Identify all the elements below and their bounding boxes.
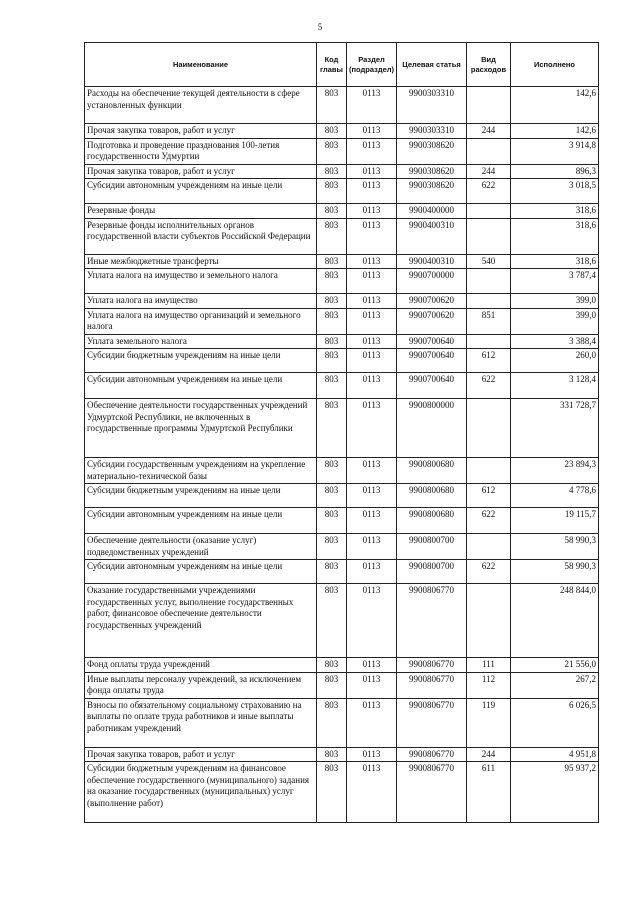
cell-type: [467, 294, 511, 309]
cell-type: [467, 584, 511, 658]
cell-name: Субсидии бюджетным учреждениям на финансовое обеспечение государственного (муниципального) задания на оказание государственных (муниципальных) услуг (выполнение работ): [85, 762, 317, 823]
cell-target: 9900806770: [397, 762, 467, 823]
cell-amount: 267,2: [511, 672, 599, 698]
page-number: 5: [317, 22, 323, 32]
cell-type: 622: [467, 508, 511, 534]
cell-amount: 318,6: [511, 254, 599, 269]
cell-code: 803: [317, 204, 347, 219]
cell-section: 0113: [347, 218, 397, 254]
cell-amount: 95 937,2: [511, 762, 599, 823]
cell-code: 803: [317, 164, 347, 179]
cell-amount: 19 115,7: [511, 508, 599, 534]
cell-code: 803: [317, 484, 347, 508]
cell-target: 9900806770: [397, 698, 467, 747]
cell-target: 9900700620: [397, 294, 467, 309]
cell-type: 622: [467, 373, 511, 399]
cell-section: 0113: [347, 672, 397, 698]
cell-type: [467, 138, 511, 164]
table-row: [85, 560, 599, 584]
table-row: [85, 658, 599, 673]
cell-target: 9900800680: [397, 508, 467, 534]
table-row: [85, 584, 599, 658]
cell-name: Фонд оплаты труда учреждений: [85, 658, 317, 673]
cell-type: 612: [467, 484, 511, 508]
cell-name: Уплата земельного налога: [85, 334, 317, 349]
cell-code: 803: [317, 138, 347, 164]
cell-name: Взносы по обязательному социальному страхованию на выплаты по оплате труда работников и иные выплаты работникам учреждений: [85, 698, 317, 747]
table-row: [85, 484, 599, 508]
cell-name: Субсидии автономным учреждениям на иные цели: [85, 179, 317, 204]
cell-type: [467, 204, 511, 219]
cell-target: 9900806770: [397, 658, 467, 673]
cell-section: 0113: [347, 534, 397, 560]
table-row: [85, 698, 599, 747]
cell-code: 803: [317, 124, 347, 139]
cell-target: 9900400310: [397, 254, 467, 269]
table-row: [85, 294, 599, 309]
cell-target: 9900800700: [397, 560, 467, 584]
table-row: [85, 218, 599, 254]
cell-section: 0113: [347, 762, 397, 823]
cell-type: [467, 458, 511, 484]
cell-amount: 3 787,4: [511, 269, 599, 294]
cell-name: Уплата налога на имущество организаций и земельного налога: [85, 308, 317, 334]
cell-amount: 3 128,4: [511, 373, 599, 399]
cell-code: 803: [317, 534, 347, 560]
cell-section: 0113: [347, 399, 397, 458]
cell-code: 803: [317, 373, 347, 399]
cell-type: [467, 87, 511, 124]
cell-section: 0113: [347, 458, 397, 484]
cell-type: [467, 269, 511, 294]
cell-name: Обеспечение деятельности государственных учреждений Удмуртской Республики, не включенных в государственные программы Удмуртской Республики: [85, 399, 317, 458]
cell-name: Резервные фонды: [85, 204, 317, 219]
cell-section: 0113: [347, 254, 397, 269]
cell-target: 9900800680: [397, 484, 467, 508]
cell-section: 0113: [347, 658, 397, 673]
cell-section: 0113: [347, 164, 397, 179]
cell-code: 803: [317, 294, 347, 309]
cell-type: 622: [467, 560, 511, 584]
table-row: [85, 334, 599, 349]
table-row: [85, 534, 599, 560]
table-row: [85, 349, 599, 373]
header-target: Целевая статья: [397, 43, 467, 87]
table-row: [85, 308, 599, 334]
table-row: [85, 458, 599, 484]
cell-section: 0113: [347, 698, 397, 747]
table-header-row: [85, 43, 599, 87]
cell-code: 803: [317, 399, 347, 458]
cell-amount: 6 026,5: [511, 698, 599, 747]
cell-code: 803: [317, 762, 347, 823]
cell-name: Прочая закупка товаров, работ и услуг: [85, 124, 317, 139]
cell-target: 9900806770: [397, 584, 467, 658]
cell-name: Уплата налога на имущество и земельного налога: [85, 269, 317, 294]
cell-type: 851: [467, 308, 511, 334]
header-code: Код главы: [317, 43, 347, 87]
cell-section: 0113: [347, 484, 397, 508]
cell-name: Уплата налога на имущество: [85, 294, 317, 309]
cell-type: 119: [467, 698, 511, 747]
cell-name: Иные межбюджетные трансферты: [85, 254, 317, 269]
table-row: [85, 164, 599, 179]
table-row: [85, 747, 599, 762]
table-row: [85, 179, 599, 204]
cell-name: Иные выплаты персоналу учреждений, за исключением фонда оплаты труда: [85, 672, 317, 698]
cell-code: 803: [317, 349, 347, 373]
table-row: [85, 124, 599, 139]
cell-amount: 23 894,3: [511, 458, 599, 484]
cell-target: 9900308620: [397, 164, 467, 179]
cell-target: 9900700000: [397, 269, 467, 294]
cell-name: Субсидии бюджетным учреждениям на иные цели: [85, 349, 317, 373]
budget-table: [84, 42, 599, 823]
cell-target: 9900800000: [397, 399, 467, 458]
table-row: [85, 87, 599, 124]
cell-type: 111: [467, 658, 511, 673]
cell-amount: 3 018,5: [511, 179, 599, 204]
cell-type: [467, 534, 511, 560]
cell-target: 9900800700: [397, 534, 467, 560]
cell-section: 0113: [347, 560, 397, 584]
cell-name: Субсидии государственным учреждениям на укрепление материально-технической базы: [85, 458, 317, 484]
cell-code: 803: [317, 672, 347, 698]
table-row: [85, 138, 599, 164]
cell-section: 0113: [347, 87, 397, 124]
cell-code: 803: [317, 87, 347, 124]
cell-type: 244: [467, 747, 511, 762]
cell-amount: 331 728,7: [511, 399, 599, 458]
cell-target: 9900700620: [397, 308, 467, 334]
cell-amount: 896,3: [511, 164, 599, 179]
cell-amount: 248 844,0: [511, 584, 599, 658]
cell-name: Оказание государственными учреждениями государственных услуг, выполнение государственных работ, финансовое обеспечение деятельности государственных учреждений: [85, 584, 317, 658]
cell-section: 0113: [347, 124, 397, 139]
cell-amount: 3 914,8: [511, 138, 599, 164]
cell-amount: 58 990,3: [511, 534, 599, 560]
cell-code: 803: [317, 179, 347, 204]
cell-code: 803: [317, 747, 347, 762]
table-row: [85, 204, 599, 219]
table-row: [85, 269, 599, 294]
cell-amount: 58 990,3: [511, 560, 599, 584]
cell-type: 112: [467, 672, 511, 698]
cell-amount: 142,6: [511, 87, 599, 124]
cell-name: Прочая закупка товаров, работ и услуг: [85, 164, 317, 179]
cell-type: [467, 399, 511, 458]
cell-section: 0113: [347, 204, 397, 219]
cell-code: 803: [317, 698, 347, 747]
cell-code: 803: [317, 584, 347, 658]
cell-amount: 3 388,4: [511, 334, 599, 349]
cell-name: Субсидии автономным учреждениям на иные цели: [85, 508, 317, 534]
cell-target: 9900303310: [397, 124, 467, 139]
table-row: [85, 399, 599, 458]
cell-code: 803: [317, 308, 347, 334]
cell-target: 9900308620: [397, 138, 467, 164]
cell-target: 9900806770: [397, 672, 467, 698]
cell-type: 612: [467, 349, 511, 373]
cell-type: 611: [467, 762, 511, 823]
cell-name: Обеспечение деятельности (оказание услуг) подведомственных учреждений: [85, 534, 317, 560]
cell-target: 9900700640: [397, 334, 467, 349]
cell-name: Субсидии бюджетным учреждениям на иные цели: [85, 484, 317, 508]
cell-section: 0113: [347, 179, 397, 204]
cell-section: 0113: [347, 349, 397, 373]
cell-section: 0113: [347, 373, 397, 399]
cell-type: 244: [467, 124, 511, 139]
header-section: Раздел (подраздел): [347, 43, 397, 87]
cell-amount: 318,6: [511, 218, 599, 254]
cell-code: 803: [317, 269, 347, 294]
cell-section: 0113: [347, 138, 397, 164]
cell-target: 9900700640: [397, 349, 467, 373]
cell-amount: 399,0: [511, 308, 599, 334]
cell-name: Субсидии автономным учреждениям на иные цели: [85, 373, 317, 399]
cell-name: Резервные фонды исполнительных органов государственной власти субъектов Российской Федерации: [85, 218, 317, 254]
cell-code: 803: [317, 658, 347, 673]
cell-target: 9900400310: [397, 218, 467, 254]
cell-type: [467, 218, 511, 254]
cell-name: Прочая закупка товаров, работ и услуг: [85, 747, 317, 762]
cell-section: 0113: [347, 334, 397, 349]
cell-name: Субсидии автономным учреждениям на иные цели: [85, 560, 317, 584]
cell-target: 9900800680: [397, 458, 467, 484]
cell-amount: 21 556,0: [511, 658, 599, 673]
cell-amount: 399,0: [511, 294, 599, 309]
cell-amount: 142,6: [511, 124, 599, 139]
table-row: [85, 762, 599, 823]
cell-section: 0113: [347, 294, 397, 309]
cell-type: 244: [467, 164, 511, 179]
cell-section: 0113: [347, 508, 397, 534]
cell-section: 0113: [347, 269, 397, 294]
cell-target: 9900700640: [397, 373, 467, 399]
cell-type: [467, 334, 511, 349]
header-name: Наименование: [85, 43, 317, 87]
cell-code: 803: [317, 218, 347, 254]
cell-name: Расходы на обеспечение текущей деятельности в сфере установленных функции: [85, 87, 317, 124]
cell-amount: 318,6: [511, 204, 599, 219]
header-amount: Исполнено: [511, 43, 599, 87]
cell-target: 9900806770: [397, 747, 467, 762]
table-row: [85, 254, 599, 269]
cell-amount: 4 951,8: [511, 747, 599, 762]
cell-section: 0113: [347, 747, 397, 762]
cell-target: 9900308620: [397, 179, 467, 204]
cell-target: 9900400000: [397, 204, 467, 219]
cell-type: 622: [467, 179, 511, 204]
cell-section: 0113: [347, 584, 397, 658]
cell-amount: 4 778,6: [511, 484, 599, 508]
cell-section: 0113: [347, 308, 397, 334]
cell-code: 803: [317, 458, 347, 484]
cell-code: 803: [317, 508, 347, 534]
table-row: [85, 672, 599, 698]
table-row: [85, 373, 599, 399]
table-row: [85, 508, 599, 534]
cell-code: 803: [317, 560, 347, 584]
cell-name: Подготовка и проведение празднования 100-летия государственности Удмуртии: [85, 138, 317, 164]
cell-amount: 260,0: [511, 349, 599, 373]
cell-code: 803: [317, 334, 347, 349]
cell-target: 9900303310: [397, 87, 467, 124]
header-type: Вид расходов: [467, 43, 511, 87]
cell-code: 803: [317, 254, 347, 269]
cell-type: 540: [467, 254, 511, 269]
